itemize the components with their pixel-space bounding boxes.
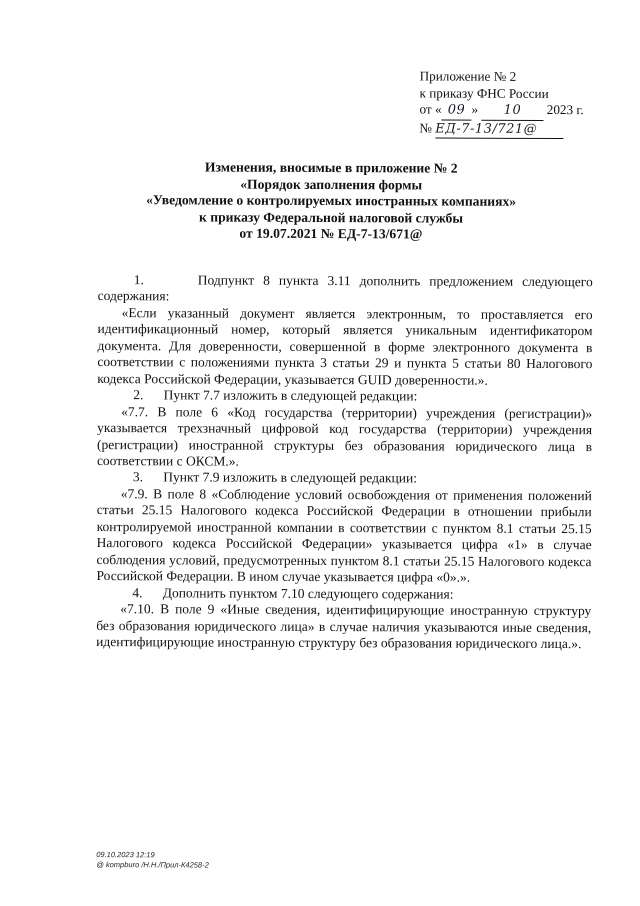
footer-reference: @ kompburo /Н.Н./Прил-К4258-2 [96,859,209,870]
document-title [121,159,541,244]
appendix-date [419,101,619,120]
document-body [96,272,593,653]
title-line-5: от 19.07.2021 № ЕД-7-13/671@ [239,226,423,242]
footer-timestamp: 09.10.2023 12:19 [96,850,155,860]
document-footer [96,850,209,869]
date-month-handwritten: 10 [481,103,543,121]
item-4-text: «7.10. В поле 9 «Иные сведения, идентифицирующие иностранную структуру без образования юридического лица» в случае наличия указываются иные сведения, идентифицирующие иностранную структуру без образования юридического лица.». [96,601,592,652]
appendix-title: Приложение № 2 [419,68,517,84]
item-2-heading: 2. Пункт 7.7 изложить в следующей редакции: [133,387,418,404]
title-line-2: «Порядок заполнения формы [240,176,423,193]
date-mid: » [471,101,479,117]
item-2-text: «7.7. В поле 6 «Код государства (территории) учреждения (регистрации)» указывается трехзначный цифровой код государства (территории) учреждения (регистрации) иностранной структуры без образования юридического лица в соответствии с ОКСМ.». [96,403,593,469]
date-day-handwritten: 09 [442,103,472,121]
item-3-heading: 3. Пункт 7.9 изложить в следующей редакции: [132,469,418,486]
appendix-header [419,68,619,139]
title-line-3: «Уведомление о контролируемых иностранных компаниях» [146,192,517,210]
title-line-4: к приказу Федеральной налоговой службы [199,209,464,226]
item-3-text: «7.9. В поле 8 «Соблюдение условий освобождения от применения положений статьи 25.15 Налогового кодекса Российской Федерации в отношении прибыли контролируемой иностранной компании в соответствии с пунктом 8.1 статьи 25.15 Налогового кодекса Российской Федерации» указывается цифра «1» в случае соблюдения условий, предусмотренных пунктом 8.1 статьи 25.15 Налогового кодекса Российской Федерации. В ином случае указывается цифра «0».». [96,486,592,585]
item-1-text: «Если указанный документ является электронным, то проставляется его идентификационный номер, который является уникальным идентификатором документа. Для доверенности, совершенной в форме электронного документа в соответствии с положениями пункта 3 статьи 29 и пункта 5 статьи 80 Налогового кодекса Российской Федерации, указывается GUID доверенности.». [97,305,593,388]
title-line-1: Изменения, вносимые в приложение № 2 [204,159,458,176]
appendix-order-ref: к приказу ФНС России [419,84,549,101]
number-prefix: № [419,119,433,135]
number-handwritten: ЕД-7-13/721@ [435,121,563,139]
date-prefix: от « [419,101,442,117]
item-1-heading: 1. Подпункт 8 пункта 3.11 дополнить предложением следующего содержания: [97,272,593,304]
date-year: 2023 г. [546,101,584,118]
appendix-number [419,120,619,139]
item-4-heading: 4. Дополнить пунктом 7.10 следующего содержания: [132,584,454,602]
